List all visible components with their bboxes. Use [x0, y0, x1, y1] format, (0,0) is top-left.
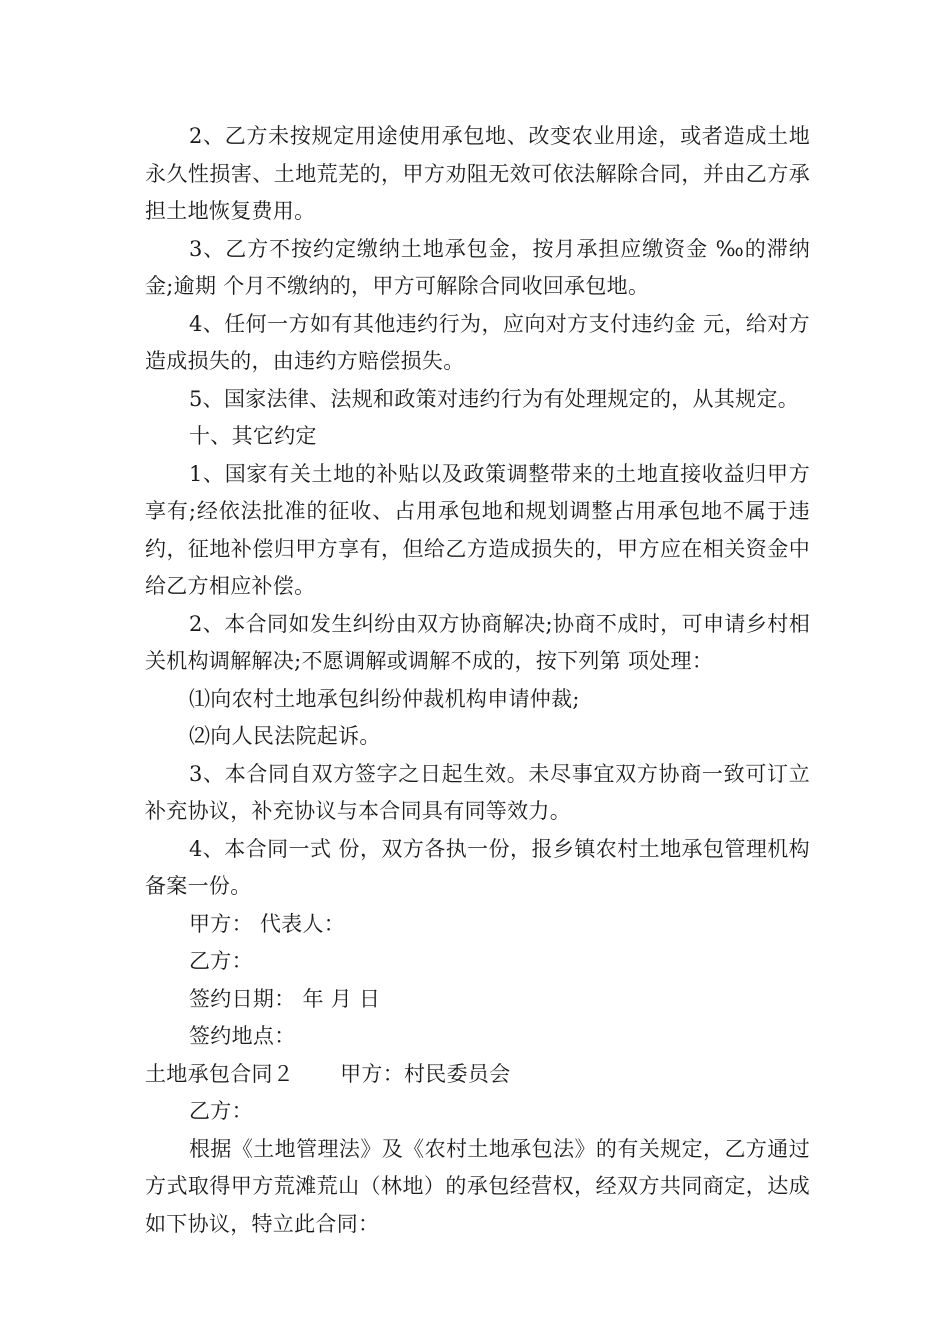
clause-5-law-provisions: 5、国家法律、法规和政策对违约行为有处理规定的，从其规定。: [189, 386, 800, 411]
document-body: [145, 118, 810, 1243]
clause-2-disputes: 2、本合同如发生纠纷由双方协商解决;协商不成时，可申请乡村相关机构调解解决;不愿调解或调解不成的，按下列第 项处理：: [145, 611, 810, 673]
contract-2-preamble: 根据《土地管理法》及《农村土地承包法》的有关规定，乙方通过方式取得甲方荒滩荒山（林地）的承包经营权，经双方共同商定，达成如下协议，特立此合同：: [145, 1136, 810, 1236]
dispute-option-1: ⑴向农村土地承包纠纷仲裁机构申请仲裁;: [189, 686, 580, 711]
contract-2-heading-line: [145, 1056, 810, 1094]
contract-2-party-b: 乙方：: [189, 1099, 253, 1123]
clause-2-breach-land-use: 2、乙方未按规定用途使用承包地、改变农业用途，或者造成土地永久性损害、土地荒芜的，甲方劝阻无效可依法解除合同，并由乙方承担土地恢复费用。: [145, 124, 810, 223]
section-10-heading: 十、其它约定: [189, 424, 317, 448]
clause-4-other-breach: 4、任何一方如有其他违约行为，应向对方支付违约金 元，给对方造成损失的，由违约方赔偿损失。: [145, 311, 810, 373]
party-a-signature: 甲方： 代表人：: [189, 911, 346, 936]
signing-place: 签约地点：: [189, 1024, 296, 1048]
contract-2-party-a: 甲方：村民委员会: [340, 1061, 511, 1086]
dispute-option-2: ⑵向人民法院起诉。: [189, 724, 381, 748]
signing-date: 签约日期： 年 月 日: [189, 986, 381, 1011]
party-b-signature: 乙方：: [189, 949, 253, 973]
clause-1-subsidies: 1、国家有关土地的补贴以及政策调整带来的土地直接收益归甲方享有;经依法批准的征收、占用承包地和规划调整占用承包地不属于违约，征地补偿归甲方享有，但给乙方造成损失的，甲方应在相关资金中给乙方相应补偿。: [145, 461, 810, 598]
contract-2-title: 土地承包合同２: [145, 1061, 295, 1086]
clause-3-late-payment: 3、乙方不按约定缴纳土地承包金，按月承担应缴资金 ‰的滞纳金;逾期 个月不缴纳的，甲方可解除合同收回承包地。: [145, 236, 810, 298]
clause-4-copies: 4、本合同一式 份，双方各执一份，报乡镇农村土地承包管理机构备案一份。: [145, 836, 810, 898]
clause-3-effective: 3、本合同自双方签字之日起生效。未尽事宜双方协商一致可订立补充协议，补充协议与本合同具有同等效力。: [145, 761, 810, 823]
